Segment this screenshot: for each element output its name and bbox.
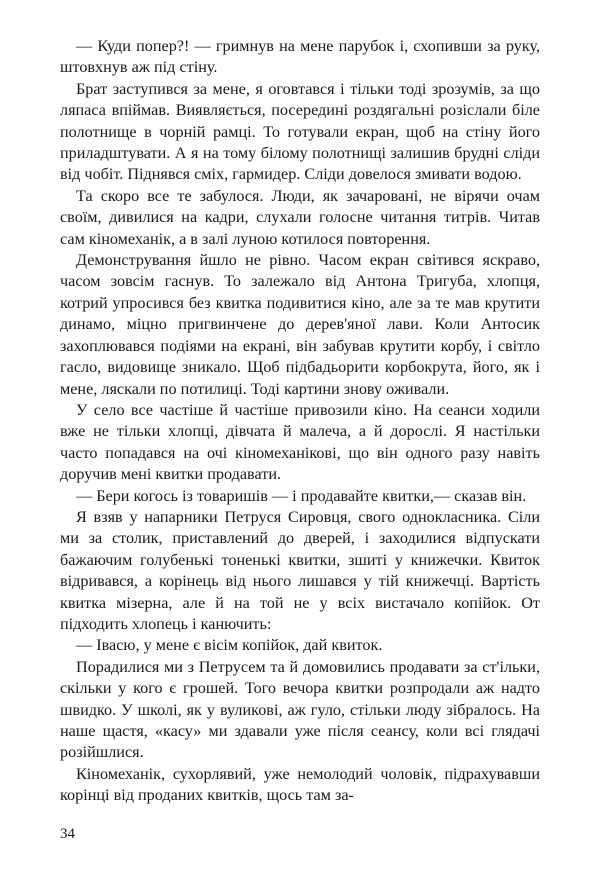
page-number: 34: [60, 826, 75, 842]
paragraph-9: Порадилися ми з Петрусем та й домовились продавати за ст'ільки, скільки у кого є грошей. Того вечора квитки розпродали аж надто швидко. У школі, як у вуликові, аж гуло, стільки люду зібралось. На наше щастя, «касу» ми здавали уже після сеансу, коли всі глядачі розійшлися.: [60, 657, 540, 762]
paragraph-7: Я взяв у напарники Петруся Сировця, свого однокласника. Сіли ми за столик, приставлений до дверей, і заходилися відпускати бажаючим голубенькі тоненькі квитки, зшиті у книжечки. Квиток відривався, а корінець від нього лишався у тій книжечці. Вартість квитка мізерна, але й на той не у всіх вистачало копійок. От підходить хлопець і канючить:: [60, 507, 540, 633]
paragraph-1: — Куди попер?! — гримнув на мене парубок і, схопивши за руку, штовхнув аж під стіну.: [60, 37, 540, 77]
paragraph-4: Демонстрування йшло не рівно. Часом екран світився яскраво, часом зовсім гаснув. То залежало від Антона Тригуба, хлопця, котрий упросився без квитка подивитися кіно, але за те мав крутити динамо, міцно пригвинчене до дерев'яної лави. Коли Антосик захоплювався подіями на екрані, він забував крутити корбу, і світло гасло, видовище зникало. Щоб підбадьорити корбокрута, його, як і мене, ляскали по потилиці. Тоді картини знову оживали.: [60, 251, 540, 398]
paragraph-8: — Івасю, у мене є вісім копійок, дай квиток.: [76, 636, 383, 655]
paragraph-2: Брат заступився за мене, я оговтався і тільки тоді зрозумів, за що ляпаса впіймав. Виявляється, посередині роздягальні розіслали біле полотнище в чорній рамці. То готували екран, щоб на стіну його приладштувати. А я на тому білому полотнищі залишив брудні сліди від чобіт. Піднявся сміх, гармидер. Сліди довелося змивати водою.: [60, 79, 540, 184]
paragraph-6: — Бери когось із товаришів — і продавайте квитки,— сказав він.: [76, 486, 527, 505]
page-body: [60, 36, 540, 807]
paragraph-5: У село все частіше й частіше привозили кіно. На сеанси ходили вже не тільки хлопці, дівчата й малеча, а й дорослі. Я настільки часто попадався на очі кіномеханікові, що він одного разу навіть доручив мені квитки продавати.: [60, 400, 540, 484]
paragraph-10: Кіномеханік, сухорлявий, уже немолодий чоловік, підрахувавши корінці від проданих квитків, щось там за-: [60, 764, 540, 805]
paragraph-3: Та скоро все те забулося. Люди, як зачаровані, не вірячи очам своїм, дивилися на кадри, слухали голосне читання титрів. Читав сам кіномеханік, а в залі луною котилося повторення.: [60, 186, 540, 248]
